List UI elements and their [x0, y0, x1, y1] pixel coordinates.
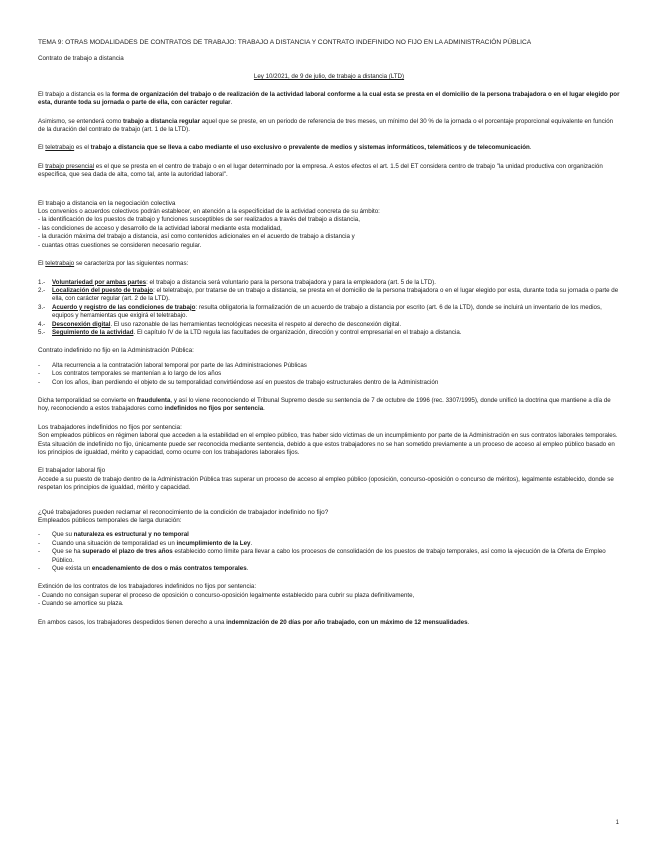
list-item: - la identificación de los puestos de trabajo y funciones susceptibles de ser realizados a través del trabajo a distancia, [38, 216, 360, 224]
list-item [38, 287, 620, 304]
bold-text: Acuerdo y registro de las condiciones de trabajo [52, 303, 196, 311]
text: En ambos casos, los trabajadores despedidos tienen derecho a una [38, 618, 227, 626]
text: : el trabajo a distancia será voluntario para la persona trabajadora y para la empleadora (art. 5 de la LTD). [146, 278, 436, 286]
section-negociacion [38, 200, 620, 250]
text: : el teletrabajo, por tratarse de un trabajo a distancia, se presta en el domicilio de la persona trabajadora o en el lugar elegido por esta, durante toda su jornada o parte de ella, con carácter regular (art. 2 de la LTD). [52, 286, 619, 303]
list-item [38, 304, 620, 321]
section-heading: El trabajador laboral fijo [38, 467, 106, 475]
bold-text: indemnización de 20 días por año trabajado, con un máximo de 12 mensualidades [226, 618, 468, 626]
list-item [38, 565, 620, 573]
text: se caracteriza por las siguientes normas: [74, 260, 189, 268]
section-text: Son empleados públicos en régimen laboral que acceden a la estabilidad en el empleo público, tras haber sido víctimas de un incumplimiento por parte de la Administración en sus contratos laborales temporales. Esta situación de indefinido no fijo, únicamente puede ser reconocida mediante sentencia, debido a que estos trabajadores no se han sometido previamente a un proceso de acceso al empleo público basado en los principios de igualdad, mérito y capacidad, como ocurre con los trabajadores laborales fijos. [38, 432, 618, 456]
item-number: 5.- [38, 328, 46, 336]
list-item: - Alta recurrencia a la contratación laboral temporal por parte de las Administraciones Públicas [38, 362, 620, 370]
section-subheading: Empleados públicos temporales de larga duración: [38, 517, 182, 525]
text: . [250, 539, 253, 547]
paragraph-fraudulenta [38, 397, 620, 414]
list-item: - Cuando se amortice su plaza. [38, 600, 124, 608]
norms-intro [38, 260, 620, 268]
section-laboral-fijo [38, 467, 620, 492]
text: : resulta obligatoria la formalización de un acuerdo de trabajo a distancia por escrito (art. 6 de la LTD), donde se incluirá un inventario de los medios, equipos y herramientas que exigirá el teletrabajo. [52, 303, 602, 320]
bold-text: Seguimiento de la actividad [52, 328, 134, 336]
section-intro: Los convenios o acuerdos colectivos podrán establecer, en atención a la especificidad de la actividad concreta de su ámbito: [38, 208, 380, 216]
bullet-list [38, 362, 620, 387]
law-reference: Ley 10/2021, de 9 de julio, de trabajo a distancia (LTD) [253, 73, 405, 81]
list-item: - Con los años, iban perdiendo el objeto de su temporalidad convirtiéndose así en puestos de trabajo estructurales dentro de la Administración [38, 379, 620, 387]
list-item [38, 540, 620, 548]
text: . [529, 144, 532, 152]
list-item: - cuantas otras cuestiones se consideren necesario regular. [38, 241, 202, 249]
item-number: 2.- [38, 286, 46, 294]
bullet-list [38, 531, 620, 573]
section-indefinido [38, 347, 620, 387]
text: Que exista un [52, 565, 92, 573]
paragraph-definition [38, 91, 620, 108]
section-intro: Extinción de los contratos de los trabajadores indefinidos no fijos por sentencia: [38, 583, 257, 591]
bold-text: Voluntariedad por ambas partes [52, 278, 147, 286]
bold-text: forma de organización del trabajo o de realización de la actividad laboral conforme a la cual esta se presta en el domicilio de la persona trabajadora o en el lugar elegido por esta, durante toda su jornada o parte de ella, con carácter regular [38, 90, 620, 107]
norms-list [38, 279, 620, 338]
text: . [246, 565, 249, 573]
paragraph-teletrabajo [38, 144, 620, 152]
text: El [38, 260, 46, 268]
text: . [263, 405, 265, 413]
list-item [38, 329, 620, 337]
item-number: 3.- [38, 303, 46, 311]
bold-text: Localización del puesto de trabajo [52, 286, 154, 294]
text: Dicha temporalidad se convierte en [38, 396, 137, 404]
list-item: - las condiciones de acceso y desarrollo de la actividad laboral mediante esta modalidad, [38, 224, 282, 232]
text: El [38, 144, 46, 152]
item-number: 4.- [38, 320, 46, 328]
section-subtitle: Contrato de trabajo a distancia [38, 55, 124, 62]
text: Que su [52, 531, 74, 539]
list-item [38, 279, 620, 287]
section-heading: Contrato indefinido no fijo en la Administración Pública: [38, 347, 194, 355]
text: El [38, 162, 46, 170]
bold-text: encadenamiento de dos o más contratos temporales [91, 565, 247, 573]
bold-text: incumplimiento de la Ley [176, 539, 251, 547]
text: . El uso razonable de las herramientas tecnológicas necesita el respeto al derecho de desconexión digital. [110, 320, 402, 328]
list-item: - Cuando no consigan superar el proceso de oposición o concurso-oposición legalmente establecido para cubrir su plaza definitivamente, [38, 591, 415, 599]
section-heading: El trabajo a distancia en la negociación colectiva [38, 199, 176, 207]
text: . [230, 99, 233, 107]
text: . [467, 618, 470, 626]
text: Asimismo, se entenderá como [38, 117, 123, 125]
paragraph-regular [38, 118, 620, 135]
text: , y así lo viene reconociendo el Tribunal Supremo desde su sentencia de 7 de octubre de 1996 (rec. 3307/1995), donde unificó la doctrina que mantiene a día de hoy, reconociendo a estos trabajadores como [38, 396, 611, 413]
page-number: 1 [615, 820, 619, 826]
bold-text: superado el plazo de tres años [82, 548, 173, 556]
section-indefinidos-sentencia [38, 424, 620, 458]
text: Cuando una situación de temporalidad es un [52, 539, 177, 547]
item-number: 1.- [38, 278, 46, 286]
text: es el [74, 144, 91, 152]
list-item: - la duración máxima del trabajo a distancia, así como contenidos adicionales en el acuerdo de trabajo a distancia y [38, 233, 355, 241]
bold-text: Desconexión digital [52, 320, 111, 328]
underlined-text: teletrabajo [45, 260, 75, 268]
list-item [38, 321, 620, 329]
underlined-text: trabajo presencial [45, 162, 95, 170]
text: Que se ha [52, 548, 83, 556]
underlined-text: teletrabajo [45, 144, 75, 152]
text: aquel que se preste, en un periodo de referencia de tres meses, un mínimo del 30 % de la jornada o el porcentaje proporcional equivalente en función de la duración del contrato de trabajo (art. 1 de la LTD). [38, 117, 614, 134]
list-item [38, 548, 620, 565]
section-extincion [38, 583, 620, 608]
text: El trabajo a distancia es la [38, 90, 112, 98]
bold-text: trabajo a distancia regular [122, 117, 200, 125]
bold-text: naturaleza es estructural y no temporal [73, 531, 189, 539]
bold-text: indefinidos no fijos por sentencia [164, 405, 264, 413]
text: es el que se presta en el centro de trabajo o en el lugar determinado por la empresa. A estos efectos el art. 1.5 del ET considera centro de trabajo "la unidad productiva con organización específica, que sea dada de alta, como tal, ante la autoridad laboral". [38, 162, 603, 179]
paragraph-presencial [38, 163, 620, 180]
text: establecido como límite para llevar a cabo los procesos de consolidación de los puestos de trabajo temporales, así como la ejecución de la Oferta de Empleo Público. [52, 548, 606, 564]
section-question: ¿Qué trabajadores pueden reclamar el reconocimiento de la condición de trabajador indefinido no fijo? [38, 508, 329, 516]
section-quien-reclama [38, 509, 620, 574]
text: . El capítulo IV de la LTD regula las facultades de organización, dirección y control empresarial en el trabajo a distancia. [133, 328, 462, 336]
list-item: - Los contratos temporales se mantenían a lo largo de los años [38, 370, 620, 378]
bold-text: fraudulenta [136, 396, 171, 404]
list-item [38, 531, 620, 539]
bold-text: trabajo a distancia que se lleva a cabo mediante el uso exclusivo o prevalente de medios y sistemas informáticos, telemáticos y de telecomunicación [90, 144, 530, 152]
paragraph-indemnizacion [38, 619, 620, 627]
document-page [38, 38, 620, 627]
section-heading: Los trabajadores indefinidos no fijos por sentencia: [38, 423, 182, 431]
section-text: Accede a su puesto de trabajo dentro de la Administración Pública tras superar un proceso de acceso al empleo público (oposición, concurso-oposición o concurso de méritos), legalmente establecido, donde se respetan los principios de igualdad, mérito y capacidad. [38, 475, 614, 492]
document-title: TEMA 9: OTRAS MODALIDADES DE CONTRATOS DE TRABAJO: TRABAJO A DISTANCIA Y CONTRATO INDEFINIDO NO FIJO EN LA ADMINISTRACIÓN PÚBLICA [38, 39, 532, 46]
